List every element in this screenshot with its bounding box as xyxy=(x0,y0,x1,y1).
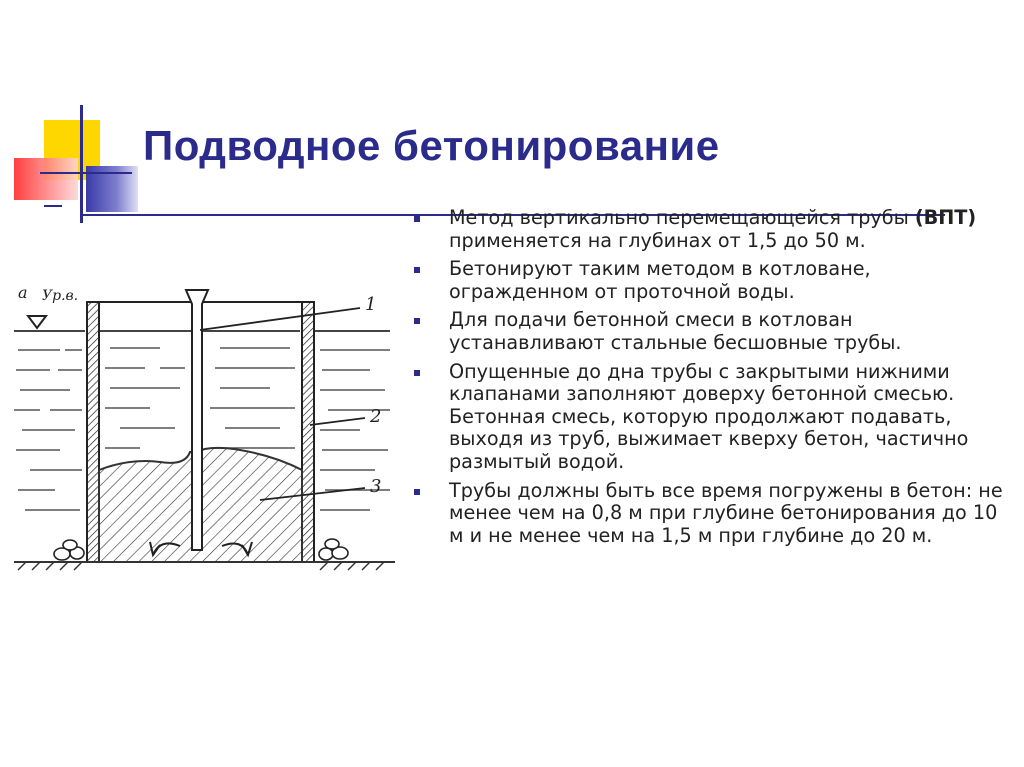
bullet-item xyxy=(411,309,1011,354)
water-level-marker-icon xyxy=(28,316,46,328)
bullet-item xyxy=(411,207,1011,252)
right-wall xyxy=(302,302,314,562)
bullet-text: Для подачи бетонной смеси в котлован устанавливают стальные бесшовные трубы. xyxy=(449,308,902,354)
label-water-level: Ур.в. xyxy=(42,288,79,304)
bullet-bold-text: (ВПТ) xyxy=(914,206,977,229)
callout-2: 2 xyxy=(370,406,382,427)
callout-3: 3 xyxy=(370,476,382,497)
label-a: а xyxy=(18,283,28,302)
bullet-text: Трубы должны быть все время погружены в бетон: не менее чем на 0,8 м при глубине бетонирования до 10 м и не менее чем на 1,5 м при глубине до 20 м. xyxy=(449,478,1003,547)
bullet-text: Метод вертикально перемещающейся трубы xyxy=(449,206,915,229)
short-line-decoration xyxy=(44,205,62,207)
red-gradient-square-decoration xyxy=(14,158,78,200)
callout-1: 1 xyxy=(365,294,377,315)
bullet-text-tail: применяется на глубинах от 1,5 до 50 м. xyxy=(449,228,866,252)
bullet-item xyxy=(411,480,1011,548)
bullet-text: Опущенные до дна трубы с закрытыми нижними клапанами заполняют доверху бетонной смесью. Бетонная смесь, которую продолжают подавать, выходя из труб, выжимает кверху бетон, частично размытый водой. xyxy=(449,359,969,473)
vertical-line-decoration xyxy=(80,105,83,223)
bullet-item xyxy=(411,361,1011,474)
bullet-list xyxy=(411,207,1011,553)
horizontal-line-decoration xyxy=(40,172,132,174)
slide-title: Подводное бетонирование xyxy=(143,122,720,169)
bullet-item xyxy=(411,258,1011,303)
bullet-text: Бетонируют таким методом в котловане, огражденном от проточной воды. xyxy=(449,257,871,303)
underwater-concreting-diagram xyxy=(10,270,402,590)
left-wall xyxy=(87,302,99,562)
ground xyxy=(14,562,395,570)
